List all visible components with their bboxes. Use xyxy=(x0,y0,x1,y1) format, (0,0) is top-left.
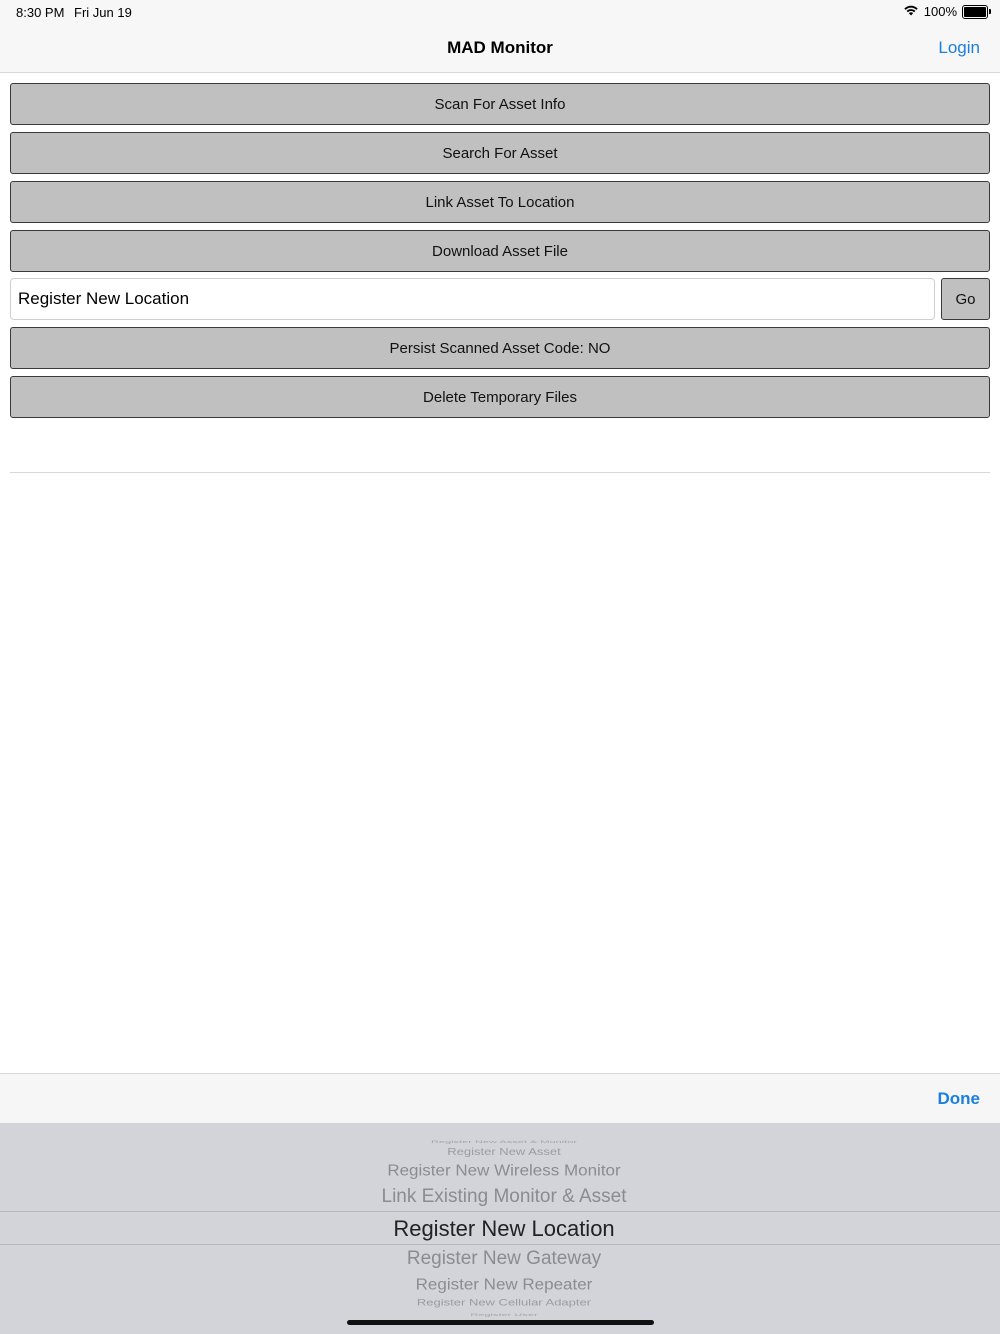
picker-option[interactable]: Register New Gateway xyxy=(406,1248,602,1269)
done-button[interactable]: Done xyxy=(937,1089,980,1108)
divider xyxy=(10,472,990,473)
status-time: 8:30 PM xyxy=(16,5,65,20)
persist-asset-code-toggle[interactable]: Persist Scanned Asset Code: NO xyxy=(10,327,990,369)
status-bar xyxy=(0,0,1000,24)
login-button[interactable]: Login xyxy=(938,38,980,57)
battery-level-fill xyxy=(964,7,986,17)
delete-temp-files-button[interactable]: Delete Temporary Files xyxy=(10,376,990,418)
search-asset-button[interactable]: Search For Asset xyxy=(10,132,990,174)
picker-selected-option[interactable]: Register New Location xyxy=(393,1216,615,1241)
status-date: Fri Jun 19 xyxy=(74,5,132,20)
picker-toolbar xyxy=(0,1073,1000,1124)
picker-option[interactable]: Register New Asset xyxy=(447,1145,561,1158)
page-title: MAD Monitor xyxy=(447,38,553,57)
wifi-icon xyxy=(903,4,919,19)
battery-icon xyxy=(962,5,988,19)
picker-option[interactable]: Link Existing Monitor & Asset xyxy=(381,1186,627,1207)
picker-option[interactable]: Register New Asset & Monitor xyxy=(430,1139,578,1145)
action-select-field[interactable]: Register New Location xyxy=(10,278,935,320)
download-asset-file-button[interactable]: Download Asset File xyxy=(10,230,990,272)
action-picker[interactable] xyxy=(0,1123,1000,1334)
home-indicator[interactable] xyxy=(347,1320,654,1325)
go-button[interactable]: Go xyxy=(941,278,990,320)
picker-option[interactable]: Register New Repeater xyxy=(415,1275,593,1294)
picker-option[interactable]: Register User xyxy=(470,1312,538,1318)
scan-asset-info-button[interactable]: Scan For Asset Info xyxy=(10,83,990,125)
picker-option[interactable]: Register New Cellular Adapter xyxy=(416,1297,592,1308)
link-asset-location-button[interactable]: Link Asset To Location xyxy=(10,181,990,223)
status-indicators xyxy=(903,4,988,19)
battery-percent: 100% xyxy=(923,4,957,19)
picker-selection-indicator xyxy=(0,1211,1000,1245)
picker-option[interactable]: Register New Wireless Monitor xyxy=(387,1161,621,1180)
navigation-bar xyxy=(0,24,1000,73)
